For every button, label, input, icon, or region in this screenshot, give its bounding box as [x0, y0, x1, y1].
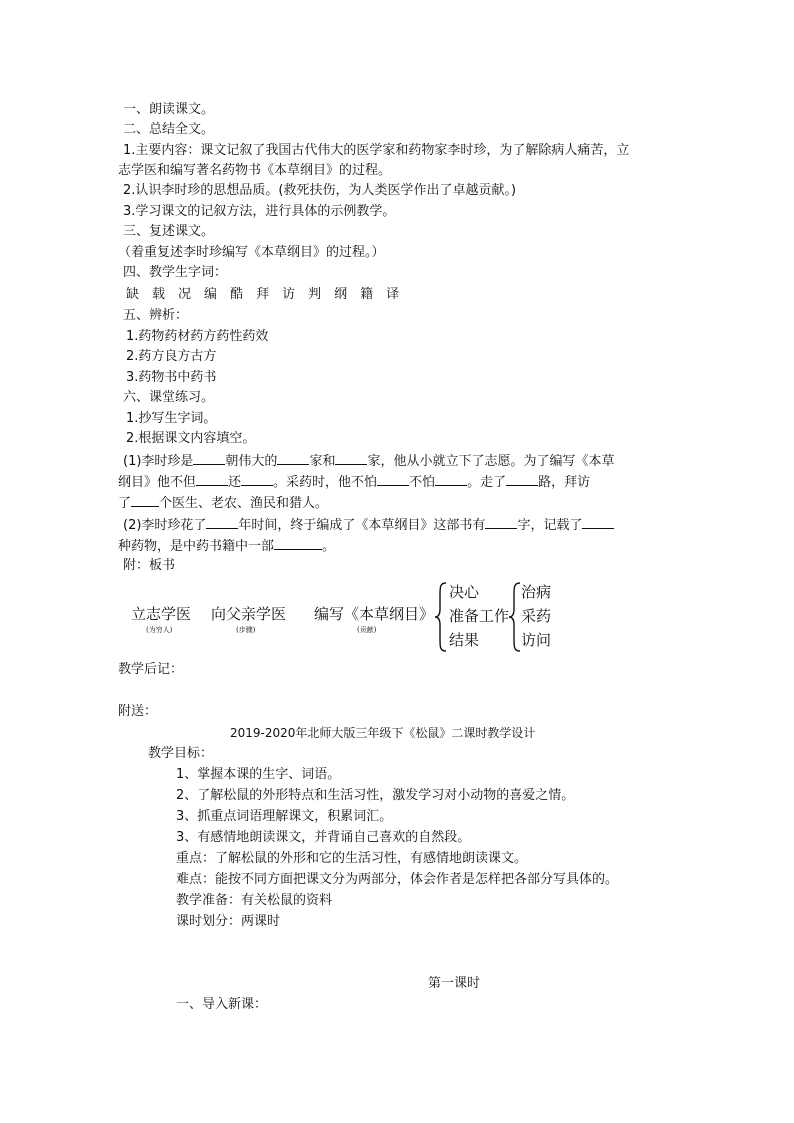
question-2-line2: 种药物，是中药书籍中一部 。 [118, 539, 336, 554]
char-list [126, 286, 412, 304]
heading-chars: 四、教学生字词： [123, 265, 228, 280]
class-hours: 课时划分：两课时 [176, 914, 281, 929]
board-sub-3: (贡献) [357, 626, 377, 634]
discern-2: 2.药方良方古方 [126, 349, 217, 364]
discern-3: 3.药物书中药书 [126, 370, 217, 385]
answer-blank[interactable] [435, 473, 467, 486]
question-1-line2: 纲目》他不但 还 。采药时，他不怕 不怕 。走了 路，拜访 [118, 475, 591, 490]
board-mid-2: 准备工作 [449, 607, 510, 625]
board-right-1: 治病 [521, 583, 552, 601]
board-mid-3: 结果 [449, 631, 480, 649]
point-3: 3.学习课文的记叙方法，进行具体的示例教学。 [123, 204, 396, 219]
discern-1: 1.药物药材药方药性药效 [126, 329, 269, 344]
answer-blank[interactable] [506, 473, 538, 486]
answer-blank[interactable] [193, 452, 225, 465]
char-item: 载 [152, 287, 166, 302]
main-content-line2: 志学医和编写著名药物书《本草纲目》的过程。 [118, 163, 392, 178]
goal-1: 1、掌握本课的生字、词语。 [176, 767, 341, 782]
answer-blank[interactable] [196, 473, 228, 486]
char-item: 访 [282, 287, 296, 302]
answer-blank[interactable] [582, 516, 614, 529]
left-brace-icon [508, 581, 522, 653]
char-item: 酷 [230, 287, 244, 302]
goal-4: 3、有感情地朗读课文，并背诵自己喜欢的自然段。 [176, 830, 471, 845]
char-item: 况 [178, 287, 192, 302]
char-item: 籍 [360, 287, 374, 302]
board-item-1: 立志学医 [131, 605, 192, 623]
answer-blank[interactable] [274, 537, 322, 550]
answer-blank[interactable] [241, 473, 273, 486]
board-mid-1: 决心 [449, 583, 480, 601]
lesson-heading: 第一课时 [428, 976, 481, 991]
question-2-line1: (2)李时珍花了 年时间，终于编成了《本草纲目》这部书有 字，记载了 [123, 516, 614, 535]
heading-read: 一、朗读课文。 [123, 102, 215, 117]
point-2: 2.认识李时珍的思想品质。(救死扶伤，为人类医学作出了卓越贡献。) [123, 183, 517, 198]
board-item-3: 编写《本草纲目》 [314, 605, 435, 623]
char-item: 判 [308, 287, 322, 302]
board-right-3: 访问 [521, 631, 552, 649]
answer-blank[interactable] [377, 473, 409, 486]
goal-2: 2、了解松鼠的外形特点和生活习性，激发学习对小动物的喜爱之情。 [176, 788, 575, 803]
appendix-label: 附送： [118, 704, 158, 719]
teaching-notes-label: 教学后记： [118, 662, 184, 677]
answer-blank[interactable] [131, 494, 159, 507]
char-item: 拜 [256, 287, 270, 302]
intro-heading: 一、导入新课： [176, 997, 268, 1012]
heading-summary: 二、总结全文。 [123, 122, 215, 137]
question-1-line1: (1)李时珍是 朝伟大的 家和 家，他从小就立下了志愿。为了编写《本草 [123, 454, 615, 469]
char-item: 纲 [334, 287, 348, 302]
goals-heading: 教学目标： [148, 746, 214, 761]
char-item: 译 [386, 287, 400, 302]
preparation: 教学准备：有关松鼠的资料 [176, 893, 333, 908]
question-1-line3: 了 个医生、老农、渔民和猎人。 [118, 496, 329, 511]
char-item: 编 [204, 287, 218, 302]
board-sub-2: (步骤) [236, 626, 256, 634]
heading-retell: 三、复述课文。 [123, 224, 215, 239]
goal-3: 3、抓重点词语理解课文，积累词汇。 [176, 809, 393, 824]
key-point: 重点：了解松鼠的外形和它的生活习性，有感情地朗读课文。 [176, 851, 528, 866]
answer-blank[interactable] [485, 516, 517, 529]
heading-discern: 五、辨析： [123, 308, 189, 323]
retell-note: （着重复述李时珍编写《本草纲目》的过程。） [118, 245, 385, 260]
left-brace-icon [434, 581, 448, 653]
answer-blank[interactable] [335, 452, 367, 465]
difficult-point: 难点：能按不同方面把课文分为两部分，体会作者是怎样把各部分写具体的。 [176, 872, 619, 887]
heading-practice: 六、课堂练习。 [123, 390, 215, 405]
board-item-2: 向父亲学医 [211, 605, 287, 623]
practice-2: 2.根据课文内容填空。 [126, 431, 256, 446]
answer-blank[interactable] [277, 452, 309, 465]
main-content-line1: 1.主要内容：课文记叙了我国古代伟大的医学家和药物家李时珍，为了解除病人痛苦，立 [123, 143, 630, 158]
char-item: 缺 [126, 287, 140, 302]
page-title: 2019-2020年北师大版三年级下《松鼠》二课时教学设计 [230, 726, 536, 740]
answer-blank[interactable] [206, 516, 238, 529]
board-heading: 附：板书 [123, 558, 176, 573]
practice-1: 1.抄写生字词。 [126, 411, 217, 426]
board-sub-1: (为穷人) [146, 626, 173, 634]
board-right-2: 采药 [521, 607, 552, 625]
